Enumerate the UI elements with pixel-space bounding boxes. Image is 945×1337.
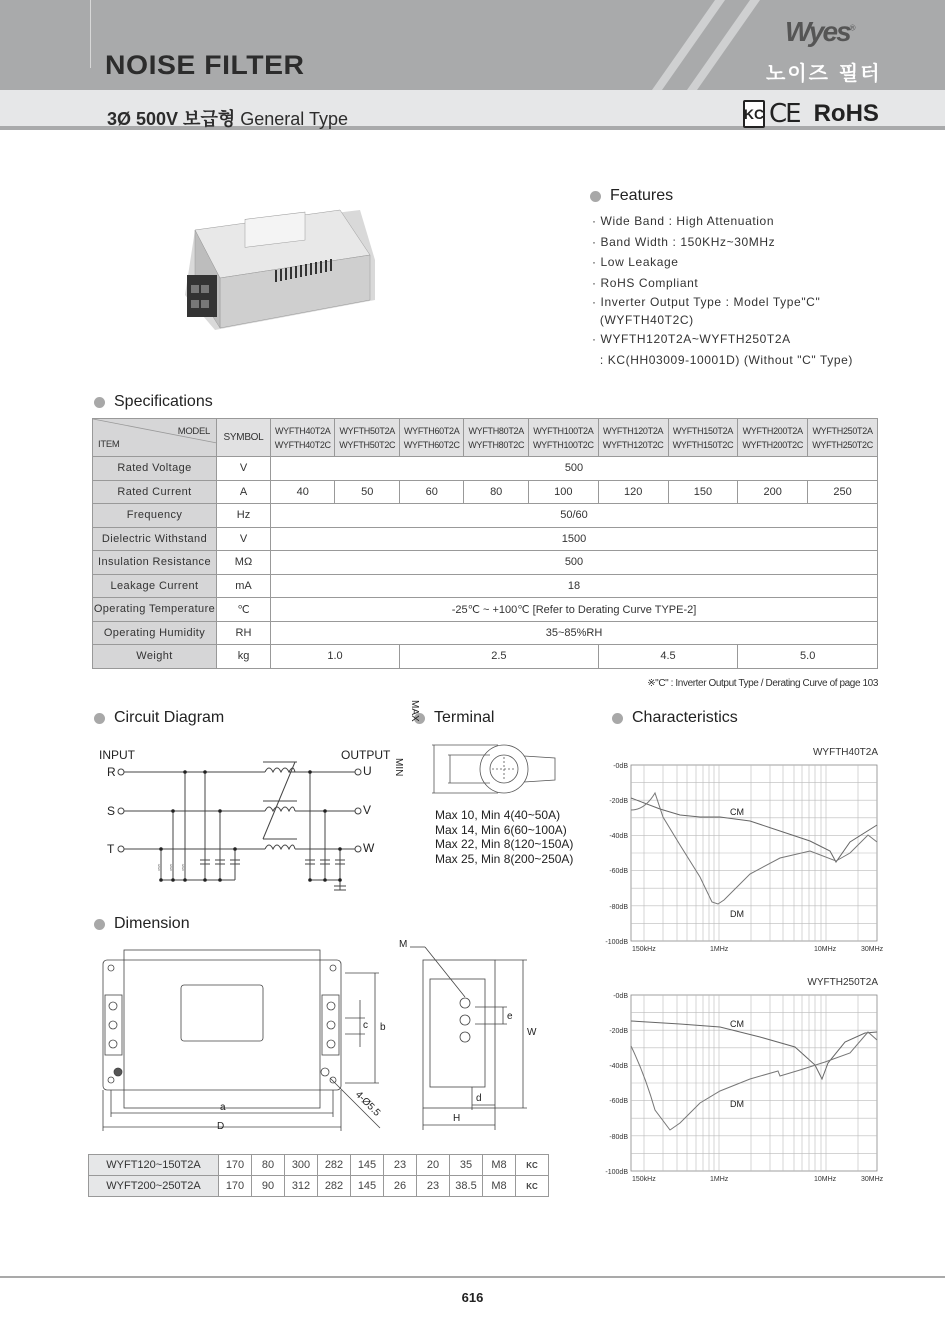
row-symbol: RH <box>217 621 271 645</box>
row-value: 120 <box>598 480 668 504</box>
svg-text:-20dB: -20dB <box>609 1028 628 1035</box>
row-value: 500 <box>271 457 878 481</box>
table-row <box>93 574 878 598</box>
row-value: 1.0 <box>271 645 400 669</box>
row-value: 2.5 <box>399 645 598 669</box>
dim-value: 23 <box>384 1155 417 1176</box>
row-label: Weight <box>93 645 217 669</box>
model-cell: WYFT120~150T2A <box>89 1155 219 1176</box>
svg-text:a: a <box>220 1102 226 1113</box>
svg-text:-0dB: -0dB <box>613 763 628 770</box>
row-value: 5.0 <box>738 645 878 669</box>
terminal-line: Max 10, Min 4(40~50A) <box>435 808 561 822</box>
svg-text:⦚: ⦚ <box>182 863 184 873</box>
table-row <box>93 527 878 551</box>
row-label: Rated Current <box>93 480 217 504</box>
kc-mark-icon: KC <box>516 1176 549 1197</box>
model-header: WYFTH100T2A WYFTH100T2C <box>528 419 598 457</box>
row-symbol: ℃ <box>217 598 271 622</box>
svg-text:-20dB: -20dB <box>609 798 628 805</box>
terminal-line: Max 14, Min 6(60~100A) <box>435 822 567 837</box>
bullet-icon <box>590 191 601 202</box>
terminal-heading: Terminal <box>414 709 494 727</box>
dim-value: 35 <box>450 1155 483 1176</box>
kc-mark-icon: KC <box>516 1155 549 1176</box>
bullet-icon <box>94 397 105 408</box>
svg-text:-0dB: -0dB <box>613 993 628 1000</box>
svg-text:V: V <box>363 803 372 817</box>
svg-text:c: c <box>363 1020 368 1031</box>
terminal-line: Max 25, Min 8(200~250A) <box>435 851 574 866</box>
table-row <box>93 551 878 575</box>
table-row <box>93 504 878 528</box>
row-label: Dielectric Withstand <box>93 527 217 551</box>
feature-item: : KC(HH03009-10001D) (Without "C" Type) <box>592 352 853 367</box>
circuit-heading: Circuit Diagram <box>94 709 224 727</box>
dim-value: 300 <box>285 1155 318 1176</box>
svg-text:MIN: MIN <box>393 758 404 777</box>
korean-title: 노이즈 필터 <box>766 61 882 85</box>
page-number: 616 <box>461 1290 484 1305</box>
dim-value: 282 <box>318 1176 351 1197</box>
dim-value: 26 <box>384 1176 417 1197</box>
svg-text:10MHz: 10MHz <box>814 946 837 953</box>
svg-text:CM: CM <box>730 1019 744 1029</box>
row-value: 100 <box>528 480 598 504</box>
dimension-heading: Dimension <box>94 915 190 933</box>
header-divider <box>90 0 91 68</box>
symbol-header: SYMBOL <box>217 419 271 457</box>
dim-value: 23 <box>417 1176 450 1197</box>
svg-text:-40dB: -40dB <box>609 1063 628 1070</box>
svg-text:D: D <box>217 1121 225 1132</box>
svg-text:1MHz: 1MHz <box>710 1176 729 1183</box>
feature-item: (WYFTH40T2C) <box>592 313 694 328</box>
model-header: WYFTH200T2A WYFTH200T2C <box>738 419 808 457</box>
svg-text:1MHz: 1MHz <box>710 946 729 953</box>
svg-text:-40dB: -40dB <box>609 833 628 840</box>
svg-text:T: T <box>107 842 115 856</box>
model-header: WYFTH250T2A WYFTH250T2C <box>808 419 878 457</box>
row-value: 50 <box>335 480 399 504</box>
svg-text:M: M <box>399 939 408 950</box>
svg-text:30MHz: 30MHz <box>861 946 884 953</box>
svg-text:d: d <box>476 1093 482 1104</box>
row-symbol: V <box>217 527 271 551</box>
row-symbol: MΩ <box>217 551 271 575</box>
row-value: 500 <box>271 551 878 575</box>
svg-text:W: W <box>527 1027 537 1038</box>
dim-value: 80 <box>252 1155 285 1176</box>
row-value: 50/60 <box>271 504 878 528</box>
row-label: Operating Temperature <box>93 598 217 622</box>
svg-text:30MHz: 30MHz <box>861 1176 884 1183</box>
model-header: WYFTH60T2A WYFTH60T2C <box>399 419 463 457</box>
attenuation-chart-250a <box>600 975 890 1185</box>
product-subtitle: 3Ø 500V 보급형 General Type <box>107 109 348 129</box>
table-row <box>93 621 878 645</box>
svg-text:MAX: MAX <box>409 700 420 722</box>
row-value: 40 <box>271 480 335 504</box>
certifications <box>743 99 879 129</box>
dim-value: 38.5 <box>450 1176 483 1197</box>
svg-text:⦚: ⦚ <box>158 863 160 873</box>
product-photo <box>175 200 385 340</box>
row-symbol: kg <box>217 645 271 669</box>
table-row <box>93 598 878 622</box>
dim-value: 170 <box>219 1155 252 1176</box>
row-value: 250 <box>808 480 878 504</box>
circuit-diagram <box>95 745 395 895</box>
row-value: 80 <box>464 480 528 504</box>
svg-text:S: S <box>107 804 116 818</box>
svg-text:-80dB: -80dB <box>609 1134 628 1141</box>
footer-divider <box>0 1276 945 1278</box>
svg-text:-80dB: -80dB <box>609 904 628 911</box>
svg-text:-100dB: -100dB <box>605 939 628 946</box>
row-label: Rated Voltage <box>93 457 217 481</box>
table-row <box>93 457 878 481</box>
svg-text:-60dB: -60dB <box>609 1098 628 1105</box>
feature-item: · WYFTH120T2A~WYFTH250T2A <box>592 332 791 347</box>
row-symbol: A <box>217 480 271 504</box>
model-header: WYFTH40T2A WYFTH40T2C <box>271 419 335 457</box>
chart-title: WYFTH250T2A <box>807 977 878 988</box>
dim-value: 145 <box>351 1155 384 1176</box>
table-row <box>93 480 878 504</box>
svg-text:10MHz: 10MHz <box>814 1176 837 1183</box>
row-value: 1500 <box>271 527 878 551</box>
row-label: Operating Humidity <box>93 621 217 645</box>
svg-text:DM: DM <box>730 909 744 919</box>
svg-text:150kHz: 150kHz <box>632 946 656 953</box>
svg-text:b: b <box>380 1022 386 1033</box>
dimension-drawing <box>95 935 545 1135</box>
kc-mark-icon: KC <box>743 100 765 128</box>
row-label: Insulation Resistance <box>93 551 217 575</box>
row-value: 4.5 <box>598 645 738 669</box>
svg-text:H: H <box>453 1113 461 1124</box>
chart-title: WYFTH40T2A <box>812 747 878 758</box>
page-title: NOISE FILTER <box>105 50 305 80</box>
model-header: WYFTH50T2A WYFTH50T2C <box>335 419 399 457</box>
svg-text:4-Ø5.5: 4-Ø5.5 <box>352 1089 383 1119</box>
svg-text:DM: DM <box>730 1099 744 1109</box>
terminal-specs <box>435 808 573 866</box>
dim-value: 20 <box>417 1155 450 1176</box>
feature-item: · Wide Band : High Attenuation <box>592 214 775 228</box>
corner-header: MODEL ITEM <box>93 419 217 457</box>
attenuation-chart-40a <box>600 745 890 955</box>
row-value: 18 <box>271 574 878 598</box>
dim-value: 145 <box>351 1176 384 1197</box>
svg-text:CM: CM <box>730 807 744 817</box>
row-value: 35~85%RH <box>271 621 878 645</box>
svg-text:e: e <box>507 1011 513 1022</box>
table-row <box>89 1176 549 1197</box>
chart-plot <box>600 745 890 955</box>
feature-item: · Low Leakage <box>592 255 679 270</box>
svg-text:-100dB: -100dB <box>605 1169 628 1176</box>
ce-mark-icon: CE <box>769 99 800 129</box>
rohs-mark: RoHS <box>813 100 879 127</box>
svg-text:R: R <box>107 765 116 779</box>
row-symbol: V <box>217 457 271 481</box>
specifications-table <box>92 418 878 669</box>
table-row <box>89 1155 549 1176</box>
bullet-icon <box>94 713 105 724</box>
dim-value: 312 <box>285 1176 318 1197</box>
row-value: -25℃ ~ +100℃ [Refer to Derating Curve TYPE-2] <box>271 598 878 622</box>
model-header: WYFTH80T2A WYFTH80T2C <box>464 419 528 457</box>
dim-value: 282 <box>318 1155 351 1176</box>
row-symbol: Hz <box>217 504 271 528</box>
feature-item: · Band Width : 150KHz~30MHz <box>592 234 776 249</box>
svg-text:U: U <box>363 764 372 778</box>
brand-logo: Wyes® <box>785 16 854 47</box>
chart-plot <box>600 975 890 1185</box>
row-symbol: mA <box>217 574 271 598</box>
row-value: 150 <box>668 480 738 504</box>
feature-item: · RoHS Compliant <box>592 275 699 290</box>
model-header: WYFTH150T2A WYFTH150T2C <box>668 419 738 457</box>
features-heading: Features <box>590 187 673 205</box>
svg-text:150kHz: 150kHz <box>632 1176 656 1183</box>
footnote: ※"C" : Inverter Output Type / Derating Curve of page 103 <box>647 678 878 689</box>
terminal-line: Max 22, Min 8(120~150A) <box>435 837 574 851</box>
svg-text:⦚: ⦚ <box>170 863 172 873</box>
bullet-icon <box>612 713 623 724</box>
svg-text:OUTPUT: OUTPUT <box>341 748 391 762</box>
row-value: 60 <box>399 480 463 504</box>
dim-value: M8 <box>483 1155 516 1176</box>
svg-text:INPUT: INPUT <box>99 748 135 762</box>
row-label: Frequency <box>93 504 217 528</box>
row-value: 200 <box>738 480 808 504</box>
svg-text:W: W <box>363 841 375 855</box>
table-row <box>93 645 878 669</box>
dim-value: 90 <box>252 1176 285 1197</box>
svg-text:-60dB: -60dB <box>609 868 628 875</box>
row-label: Leakage Current <box>93 574 217 598</box>
dim-value: 170 <box>219 1176 252 1197</box>
features-list <box>592 211 853 371</box>
dim-value: M8 <box>483 1176 516 1197</box>
model-header: WYFTH120T2A WYFTH120T2C <box>598 419 668 457</box>
model-cell: WYFT200~250T2A <box>89 1176 219 1197</box>
characteristics-heading: Characteristics <box>612 709 738 727</box>
table-header-row <box>93 419 878 457</box>
bullet-icon <box>94 919 105 930</box>
specifications-heading: Specifications <box>94 393 213 411</box>
feature-item: · Inverter Output Type : Model Type"C" <box>592 295 821 310</box>
dimension-table <box>88 1154 549 1197</box>
